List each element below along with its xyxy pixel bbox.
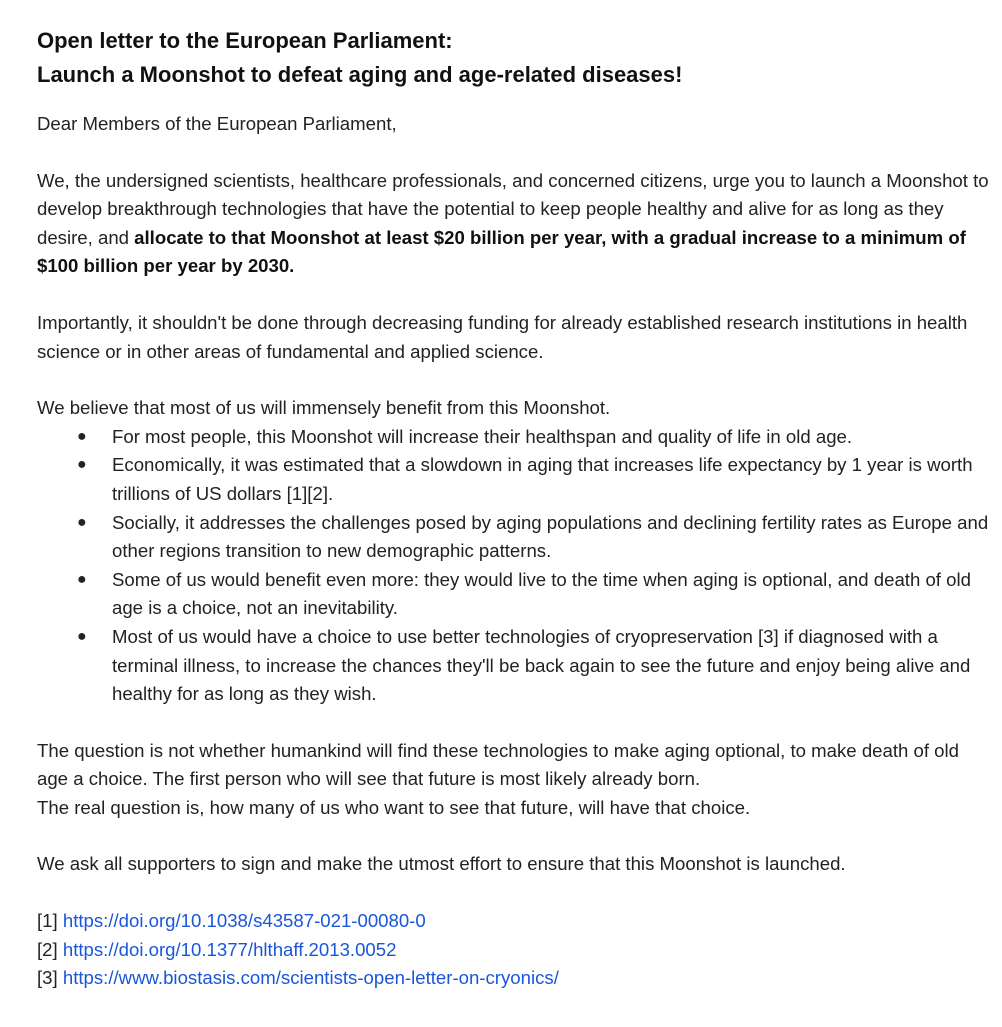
benefits-list xyxy=(37,423,992,709)
paragraph-funding-note: Importantly, it shouldn't be done through decreasing funding for already established research institutions in health science or in other areas of fundamental and applied science. xyxy=(37,311,968,362)
paragraph-question xyxy=(37,737,992,823)
bullet-dot: ● xyxy=(77,513,87,531)
bullet-dot: ● xyxy=(77,456,87,474)
salutation: Dear Members of the European Parliament, xyxy=(37,113,397,134)
list-item-text: For most people, this Moonshot will increase their healthspan and quality of life in old age. xyxy=(112,425,853,447)
title-line-2: Launch a Moonshot to defeat aging and age-related diseases! xyxy=(37,62,683,87)
bullet-dot: ● xyxy=(77,427,87,445)
list-item xyxy=(37,423,992,452)
reference-item xyxy=(37,964,992,993)
paragraph-request xyxy=(37,167,992,281)
reference-item xyxy=(37,936,992,965)
paragraph-benefits-intro: We believe that most of us will immensely benefit from this Moonshot. xyxy=(37,397,611,419)
list-item-text: Economically, it was estimated that a slowdown in aging that increases life expectancy by 1 year is worth trillions of US dollars [1][2]. xyxy=(112,454,973,504)
bullet-dot: ● xyxy=(77,570,87,588)
references-list xyxy=(37,907,992,993)
list-item-text: Socially, it addresses the challenges posed by aging populations and declining fertility rates as Europe and other regions transition to new demographic patterns. xyxy=(112,511,989,562)
letter-title xyxy=(37,24,992,92)
list-item xyxy=(37,623,992,709)
paragraph-request-text: We, the undersigned scientists, healthcare professionals, and concerned citizens, urge you to launch a Moonshot to develop breakthrough technologies that have the potential to keep people healthy and alive for as long as they desire, and xyxy=(37,169,989,248)
reference-link[interactable]: https://doi.org/10.1038/s43587-021-00080-0 xyxy=(62,910,426,932)
list-item xyxy=(37,566,992,623)
list-item-text: Some of us would benefit even more: they would live to the time when aging is optional, and death of old age is a choice, not an inevitability. xyxy=(112,568,971,619)
paragraph-request-bold: allocate to that Moonshot at least $20 billion per year, with a gradual increase to a minimum of $100 billion per year by 2030. xyxy=(37,226,966,277)
title-line-1: Open letter to the European Parliament: xyxy=(37,28,453,53)
paragraph-call-to-action: We ask all supporters to sign and make the utmost effort to ensure that this Moonshot is launched. xyxy=(37,853,846,875)
paragraph-question-line-2: The real question is, how many of us who want to see that future, will have that choice. xyxy=(37,796,751,818)
reference-marker: [2] xyxy=(37,938,58,960)
reference-link[interactable]: https://www.biostasis.com/scientists-open-letter-on-cryonics/ xyxy=(62,967,559,989)
paragraph-question-line-1: The question is not whether humankind will find these technologies to make aging optional, to make death of old age a choice. The first person who will see that future is most likely already born. xyxy=(37,739,959,790)
reference-marker: [3] xyxy=(37,967,58,989)
reference-link[interactable]: https://doi.org/10.1377/hlthaff.2013.0052 xyxy=(62,938,397,960)
reference-marker: [1] xyxy=(37,910,58,932)
reference-item xyxy=(37,907,992,936)
list-item xyxy=(37,451,992,508)
list-item xyxy=(37,509,992,566)
list-item-text: Most of us would have a choice to use better technologies of cryopreservation [3] if diagnosed with a terminal illness, to increase the chances they'll be back again to see the future and enjoy being alive and healthy for as long as they wish. xyxy=(112,625,971,705)
bullet-dot: ● xyxy=(77,627,87,645)
